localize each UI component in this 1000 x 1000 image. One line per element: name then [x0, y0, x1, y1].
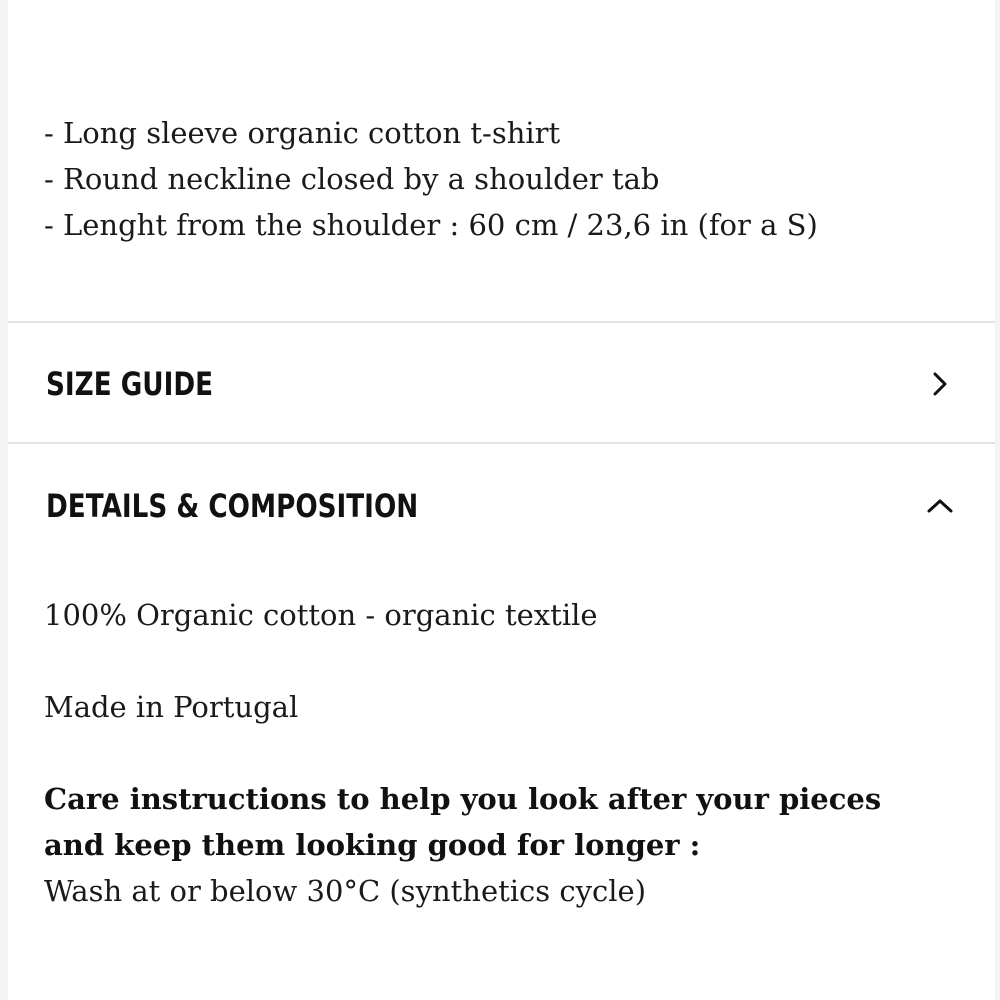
description-bullet: - Long sleeve organic cotton t-shirt: [44, 116, 561, 150]
divider: [8, 321, 995, 323]
description-bullet: - Lenght from the shoulder : 60 cm / 23,6 in (for a S): [44, 208, 818, 242]
chevron-right-icon[interactable]: [925, 369, 955, 399]
size-guide-toggle[interactable]: [46, 358, 955, 410]
details-composition-title: DETAILS & COMPOSITION: [46, 487, 419, 525]
description-bullet: - Round neckline closed by a shoulder tab: [44, 162, 660, 196]
right-edge-shade: [995, 0, 1000, 1000]
composition-text: 100% Organic cotton - organic textile: [44, 598, 598, 632]
origin-text: Made in Portugal: [44, 690, 299, 724]
left-edge-shade: [0, 0, 8, 1000]
care-instructions-heading: Care instructions to help you look after your pieces and keep them looking good for longer :: [44, 782, 882, 862]
divider: [8, 442, 995, 444]
product-description-list: [44, 110, 818, 248]
care-instruction-text: Wash at or below 30°C (synthetics cycle): [44, 874, 647, 908]
size-guide-title: SIZE GUIDE: [46, 365, 214, 403]
details-composition-toggle[interactable]: [46, 480, 955, 532]
chevron-up-icon[interactable]: [925, 491, 955, 521]
